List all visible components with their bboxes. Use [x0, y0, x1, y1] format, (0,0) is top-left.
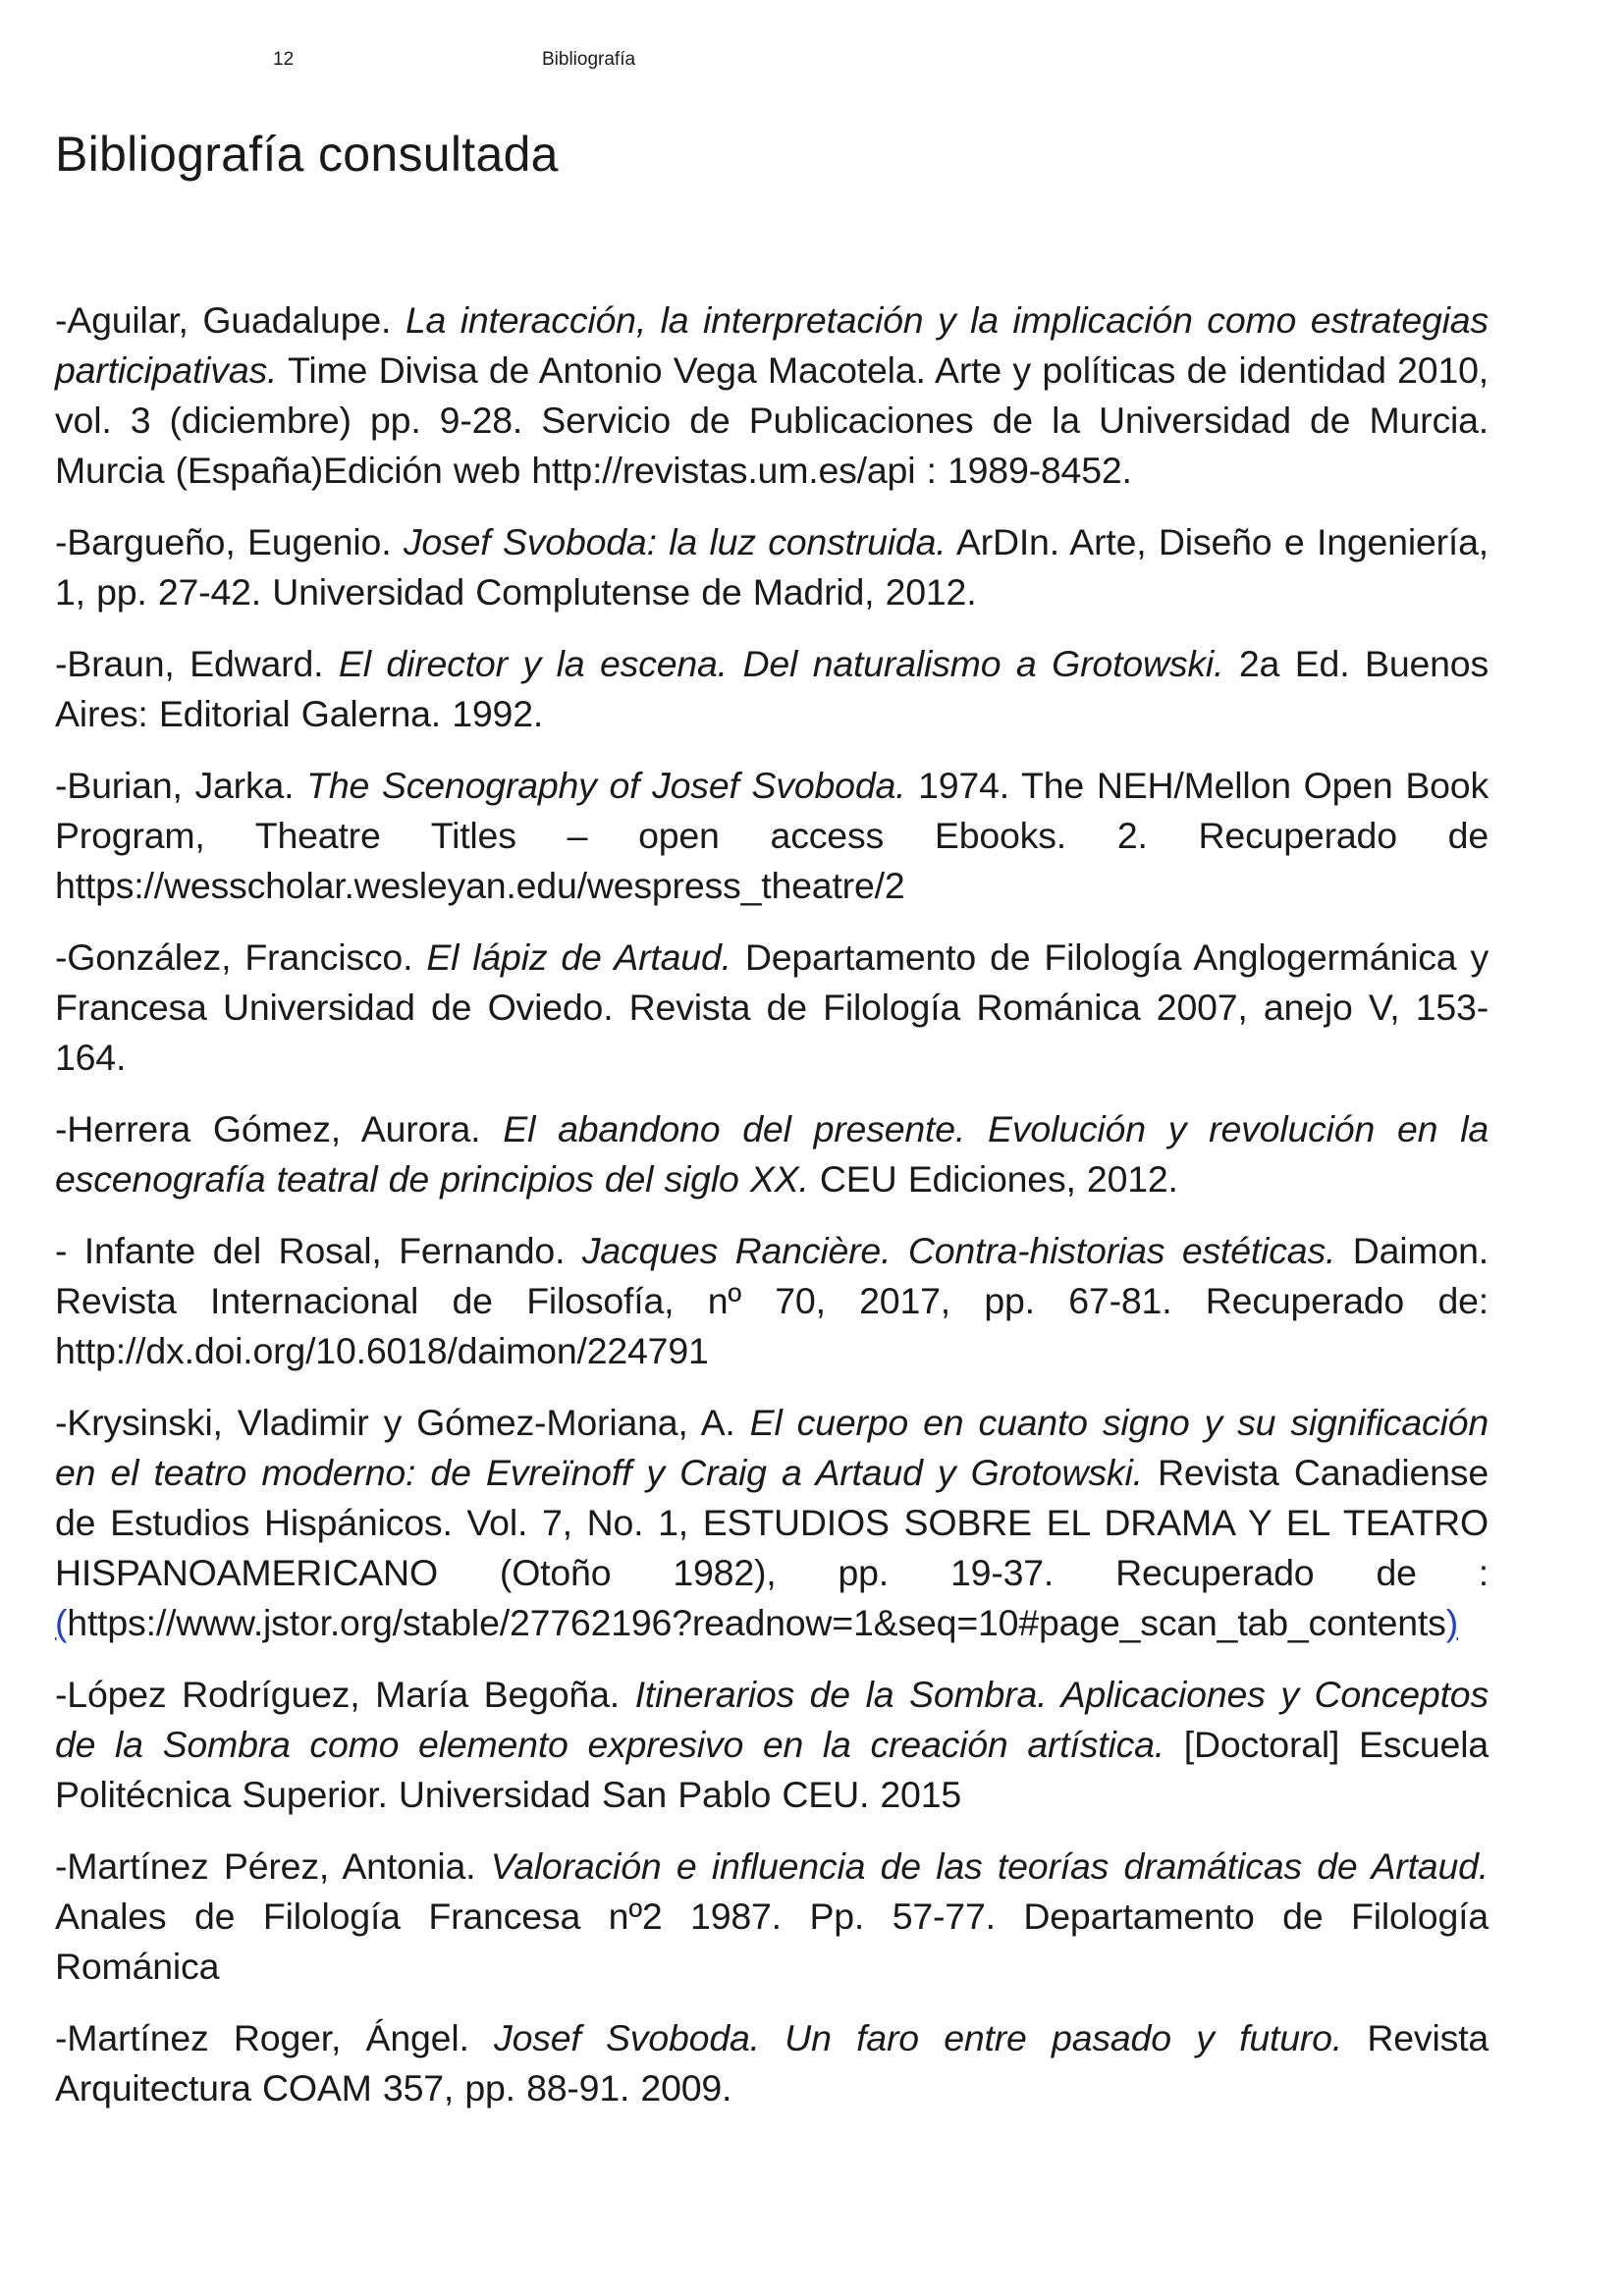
entry-title: The Scenography of Josef Svoboda.: [306, 765, 906, 806]
entry-author: -Burian, Jarka.: [55, 765, 307, 806]
entry-title: La interacción, la interpretación y la implicación como estrategias participativas.: [55, 299, 1489, 391]
entry-title: Valoración e influencia de las teorías dramáticas de Artaud.: [490, 1845, 1489, 1887]
bibliography-entry: [55, 1670, 1489, 1820]
entry-author: -Martínez Roger, Ángel.: [55, 2017, 495, 2058]
bibliography-entry: [55, 761, 1489, 911]
entry-title: El lápiz de Artaud.: [426, 936, 731, 978]
entry-author: -Martínez Pérez, Antonia.: [55, 1845, 491, 1887]
bibliography-entry: [55, 1226, 1489, 1376]
entry-author: -Aguilar, Guadalupe.: [55, 299, 406, 341]
bibliography-list: [55, 295, 1489, 2135]
entry-author: - Infante del Rosal, Fernando.: [55, 1230, 582, 1271]
link-close-paren: ): [1445, 1602, 1458, 1643]
entry-details: Time Divisa de Antonio Vega Macotela. Arte y políticas de identidad 2010, vol. 3 (diciembre) pp. 9-28. Servicio de Publicaciones de la Universidad de Murcia. Murcia (España)Edición web http://revistas.um.es/api : 1989-8452.: [55, 349, 1489, 491]
entry-title: El abandono del presente. Evolución y revolución en la escenografía teatral de principios del siglo XX.: [55, 1108, 1489, 1200]
bibliography-entry: [55, 1398, 1489, 1648]
page-number: 12: [273, 49, 295, 70]
bibliography-entry: [55, 1104, 1489, 1204]
bibliography-entry: [55, 639, 1489, 739]
entry-author: -Krysinski, Vladimir y Gómez-Moriana, A.: [55, 1402, 750, 1443]
entry-details: CEU Ediciones, 2012.: [808, 1158, 1178, 1200]
entry-details: 1974. The NEH/Mellon Open Book Program, Theatre Titles – open access Ebooks. 2. Recuperado de https://wesscholar.wesleyan.edu/wespress_theatre/2: [55, 765, 1489, 906]
entry-details: 2a Ed. Buenos Aires: Editorial Galerna. 1992.: [55, 643, 1489, 734]
page-title: Bibliografía consultada: [55, 127, 559, 182]
entry-author: -González, Francisco.: [55, 936, 427, 978]
link-open-paren: (: [55, 1602, 68, 1643]
entry-author: -Herrera Gómez, Aurora.: [55, 1108, 504, 1149]
running-header: [0, 49, 1624, 79]
bibliography-entry: [55, 2013, 1489, 2113]
jstor-link[interactable]: https://www.jstor.org/stable/27762196?readnow=1&seq=10#page_scan_tab_contents: [67, 1602, 1446, 1643]
entry-title: Josef Svoboda. Un faro entre pasado y futuro.: [494, 2017, 1343, 2058]
bibliography-entry: [55, 295, 1489, 496]
entry-title: Josef Svoboda: la luz construida.: [403, 521, 947, 562]
bibliography-entry: [55, 517, 1489, 617]
entry-title: El director y la escena. Del naturalismo a Grotowski.: [338, 643, 1224, 684]
running-title: Bibliografía: [542, 49, 636, 70]
entry-details: [Doctoral] Escuela Politécnica Superior. Universidad San Pablo CEU. 2015: [55, 1724, 1489, 1815]
entry-author: -Bargueño, Eugenio.: [55, 521, 404, 562]
entry-author: -López Rodríguez, María Begoña.: [55, 1674, 635, 1715]
entry-title: Itinerarios de la Sombra. Aplicaciones y Conceptos de la Sombra como elemento expresivo en la creación artística.: [55, 1674, 1489, 1765]
entry-author: -Braun, Edward.: [55, 643, 339, 684]
entry-details: Revista Arquitectura COAM 357, pp. 88-91. 2009.: [55, 2017, 1489, 2109]
entry-details: Departamento de Filología Anglogermánica y Francesa Universidad de Oviedo. Revista de Filología Románica 2007, anejo V, 153-164.: [55, 936, 1489, 1078]
entry-details: Revista Canadiense de Estudios Hispánicos. Vol. 7, No. 1, ESTUDIOS SOBRE EL DRAMA Y EL TEATRO HISPANOAMERICANO (Otoño 1982), pp. 19-37. Recuperado de :: [55, 1452, 1489, 1593]
bibliography-entry: [55, 933, 1489, 1083]
entry-details: Daimon. Revista Internacional de Filosofía, nº 70, 2017, pp. 67-81. Recuperado de: http://dx.doi.org/10.6018/daimon/224791: [55, 1230, 1489, 1371]
bibliography-entry: [55, 1842, 1489, 1992]
entry-details: Anales de Filología Francesa nº2 1987. Pp. 57-77. Departamento de Filología Románica: [55, 1896, 1489, 1987]
entry-title: Jacques Rancière. Contra-historias estéticas.: [581, 1230, 1336, 1271]
entry-details: ArDIn. Arte, Diseño e Ingeniería, 1, pp. 27-42. Universidad Complutense de Madrid, 2012.: [55, 521, 1489, 613]
entry-title: El cuerpo en cuanto signo y su significación en el teatro moderno: de Evreïnoff y Craig a Artaud y Grotowski.: [55, 1402, 1489, 1493]
